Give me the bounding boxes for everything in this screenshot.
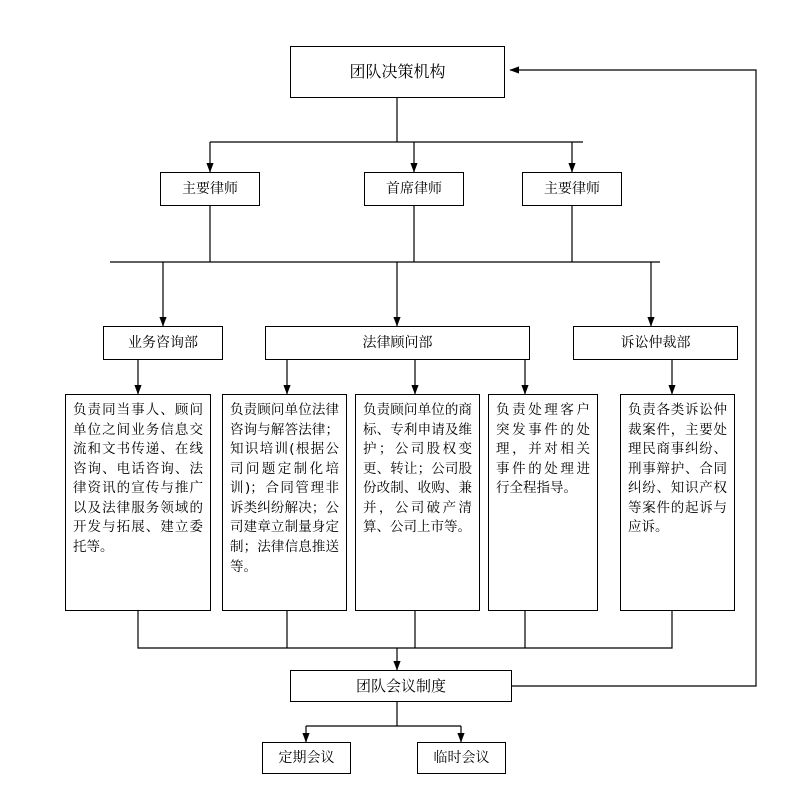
node-label: 团队会议制度 bbox=[355, 676, 446, 695]
node-label: 定期会议 bbox=[278, 749, 335, 766]
node-label: 临时会议 bbox=[433, 749, 490, 766]
node-label: 主要律师 bbox=[544, 180, 600, 197]
node-duty-legal-consulting[interactable] bbox=[222, 394, 347, 611]
node-main-lawyer-right[interactable] bbox=[522, 172, 622, 206]
node-label: 业务咨询部 bbox=[128, 334, 198, 351]
node-main-lawyer-left[interactable] bbox=[160, 172, 260, 206]
node-label: 主要律师 bbox=[182, 180, 238, 197]
node-duty-ip-equity[interactable] bbox=[355, 394, 480, 611]
node-duty-litigation-cases[interactable] bbox=[620, 394, 735, 611]
node-regular-meeting[interactable] bbox=[262, 742, 351, 774]
node-label: 团队决策机构 bbox=[349, 62, 446, 82]
node-meeting-system[interactable] bbox=[290, 670, 512, 702]
node-chief-lawyer[interactable] bbox=[364, 172, 464, 206]
node-dept-business-consulting[interactable] bbox=[103, 326, 223, 360]
node-label: 法律顾问部 bbox=[362, 334, 433, 351]
node-label: 负责处理客户突发事件的处理，并对相关事件的处理进行全程指导。 bbox=[496, 402, 590, 497]
node-duty-emergency-handling[interactable] bbox=[488, 394, 598, 611]
node-label: 首席律师 bbox=[386, 180, 442, 197]
node-dept-litigation-arbitration[interactable] bbox=[573, 326, 738, 360]
node-label: 负责顾问单位法律咨询与解答法律；知识培训(根据公司问题定制化培训)；合同管理非诉类纠纷解决；公司建章立制量身定制；法律信息推送等。 bbox=[230, 402, 339, 575]
node-label: 负责各类诉讼仲裁案件，主要处理民商事纠纷、刑事辩护、合同纠纷、知识产权等案件的起诉与应诉。 bbox=[628, 402, 727, 536]
node-temporary-meeting[interactable] bbox=[417, 742, 506, 774]
node-label: 诉讼仲裁部 bbox=[620, 334, 691, 351]
node-duty-business-consulting[interactable] bbox=[65, 394, 211, 611]
node-label: 负责顾问单位的商标、专利申请及维护；公司股权变更、转让；公司股份改制、收购、兼并，公司破产清算、公司上市等。 bbox=[363, 402, 472, 536]
node-dept-legal-advisory[interactable] bbox=[265, 326, 530, 360]
node-label: 负责同当事人、顾问单位之间业务信息交流和文书传递、在线咨询、电话咨询、法律资讯的宣传与推广以及法律服务领域的开发与拓展、建立委托等。 bbox=[73, 402, 203, 555]
node-root-decision-body[interactable] bbox=[290, 46, 505, 98]
